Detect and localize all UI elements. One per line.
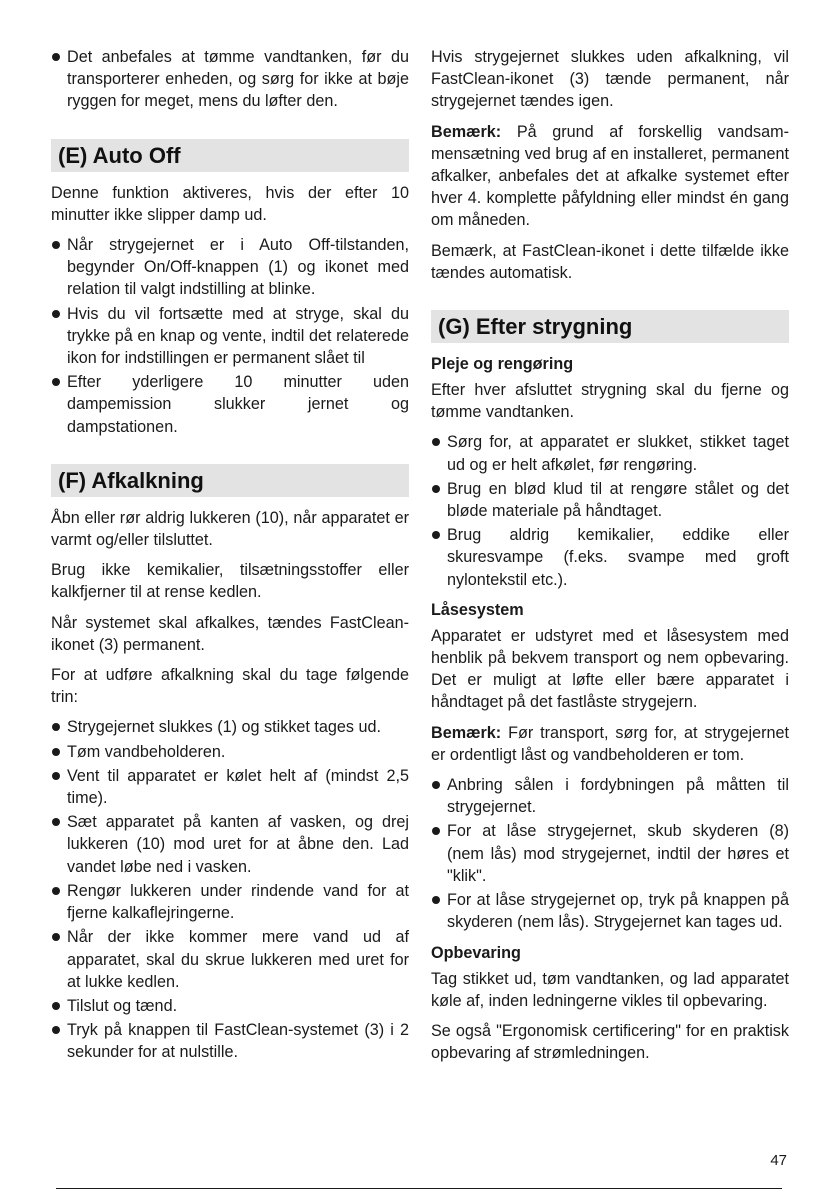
left-column — [51, 46, 409, 1072]
note-label: Bemærk: — [431, 122, 502, 141]
list-item: Strygejernet slukkes (1) og stikket tages ud. — [51, 716, 409, 738]
paragraph: Bemærk, at FastClean-ikonet i dette tilfælde ikke tændes automatisk. — [431, 241, 789, 282]
paragraph: Se også "Ergonomisk certificering" for en praktisk opbevaring af strømledningen. — [431, 1021, 789, 1063]
note-label: Bemærk: — [431, 723, 502, 742]
list-item: Sæt apparatet på kanten af vasken, og drej lukkeren (10) mod uret for at åbne den. Lad vandet løbe ned i vasken. — [51, 811, 409, 878]
list-item: Vent til apparatet er kølet helt af (mindst 2,5 time). — [51, 765, 409, 809]
list-item: For at låse strygejernet, skub skyderen (8) (nem lås) mod strygejernet, indtil der høres et "klik". — [431, 820, 789, 887]
subheading-pleje: Pleje og rengøring — [431, 355, 574, 374]
paragraph: Når systemet skal afkalkes, tændes FastClean-ikonet (3) permanent. — [51, 613, 409, 654]
list-item: Tryk på knappen til FastClean-systemet (3) i 2 sekunder for at nulstille. — [51, 1019, 409, 1063]
list-item: Det anbefales at tømme vandtanken, før du transporterer enheden, og sørg for ikke at bøje ryggen for meget, mens du løfter den. — [51, 46, 409, 113]
lock-bullet-list — [431, 774, 789, 933]
list-item: Når der ikke kommer mere vand ud af apparatet, skal du skrue lukkeren med uret for at lukke kedlen. — [51, 926, 409, 993]
list-item: Efter yderligere 10 minutter uden dampemission slukker jernet og dampstationen. — [51, 371, 409, 438]
list-item: For at låse strygejernet op, tryk på knappen på skyderen (nem lås). Strygejernet kan tages ud. — [431, 889, 789, 933]
note-paragraph — [431, 121, 789, 232]
paragraph: Brug ikke kemikalier, tilsætningsstoffer eller kalkfjerner til at rense kedlen. — [51, 561, 409, 602]
subheading-laasesystem: Låsesystem — [431, 600, 524, 619]
section-heading-auto-off: (E) Auto Off — [51, 139, 409, 172]
list-item: Sørg for, at apparatet er slukket, stikket taget ud og er helt afkølet, før rengøring. — [431, 431, 789, 475]
list-item: Brug en blød klud til at rengøre stålet og det bløde materiale på håndtaget. — [431, 478, 789, 522]
list-item: Tøm vandbeholderen. — [51, 741, 409, 763]
list-item: Brug aldrig kemikalier, eddike eller skuresvampe (f.eks. svampe med groft nylontekstil etc.). — [431, 524, 789, 591]
list-item: Hvis du vil fortsætte med at stryge, skal du trykke på en knap og vente, indtil det relaterede ikon for indstillingen er permanent slået til — [51, 303, 409, 370]
page-number: 47 — [770, 1152, 787, 1169]
note-paragraph — [431, 722, 789, 766]
list-item: Når strygejernet er i Auto Off-tilstanden, begynder On/Off-knappen (1) og ikonet med relation til valgt indstilling at blinke. — [51, 234, 409, 301]
section-heading-efter-strygning: (G) Efter strygning — [431, 310, 789, 343]
list-item: Tilslut og tænd. — [51, 995, 409, 1017]
auto-off-bullet-list — [51, 234, 409, 438]
care-bullet-list — [431, 431, 789, 590]
list-item: Anbring sålen i fordybningen på måtten til strygejernet. — [431, 774, 789, 818]
paragraph: Hvis strygejernet slukkes uden afkalkning, vil FastClean-ikonet (3) tænde permanent, når strygejernet tændes igen. — [431, 48, 789, 111]
note-text: Før transport, sørg for, at strygejernet er ordentligt låst og vandbeholderen er tom. — [431, 723, 789, 764]
intro-bullet-list — [51, 46, 409, 113]
paragraph: Denne funktion aktiveres, hvis der efter 10 minutter ikke slipper damp ud. — [51, 183, 409, 224]
footer-divider — [56, 1188, 782, 1189]
afkalkning-bullet-list — [51, 716, 409, 1063]
section-heading-afkalkning: (F) Afkalkning — [51, 464, 409, 497]
paragraph: For at udføre afkalkning skal du tage følgende trin: — [51, 666, 409, 707]
paragraph: Åbn eller rør aldrig lukkeren (10), når apparatet er varmt og/eller tilsluttet. — [51, 508, 409, 550]
paragraph: Efter hver afsluttet strygning skal du fjerne og tømme vandtanken. — [431, 381, 789, 422]
subheading-opbevaring: Opbevaring — [431, 943, 521, 962]
note-text: På grund af forskellig vandsammensætning ved brug af en installeret, permanent afkalker, anbefales det at afkalke systemet efter hver 4. komplette påfyldning eller mindst én gang om måneden. — [431, 122, 789, 230]
right-column — [431, 46, 789, 1072]
paragraph: Apparatet er udstyret med et låsesystem med henblik på bekvem transport og nem opbevaring. Det er muligt at løfte eller bære apparatet i håndtaget på det fastlåste strygejern. — [431, 626, 789, 712]
paragraph: Tag stikket ud, tøm vandtanken, og lad apparatet køle af, inden ledningerne vikles til opbevaring. — [431, 969, 789, 1010]
list-item: Rengør lukkeren under rindende vand for at fjerne kalkaflejringerne. — [51, 880, 409, 924]
